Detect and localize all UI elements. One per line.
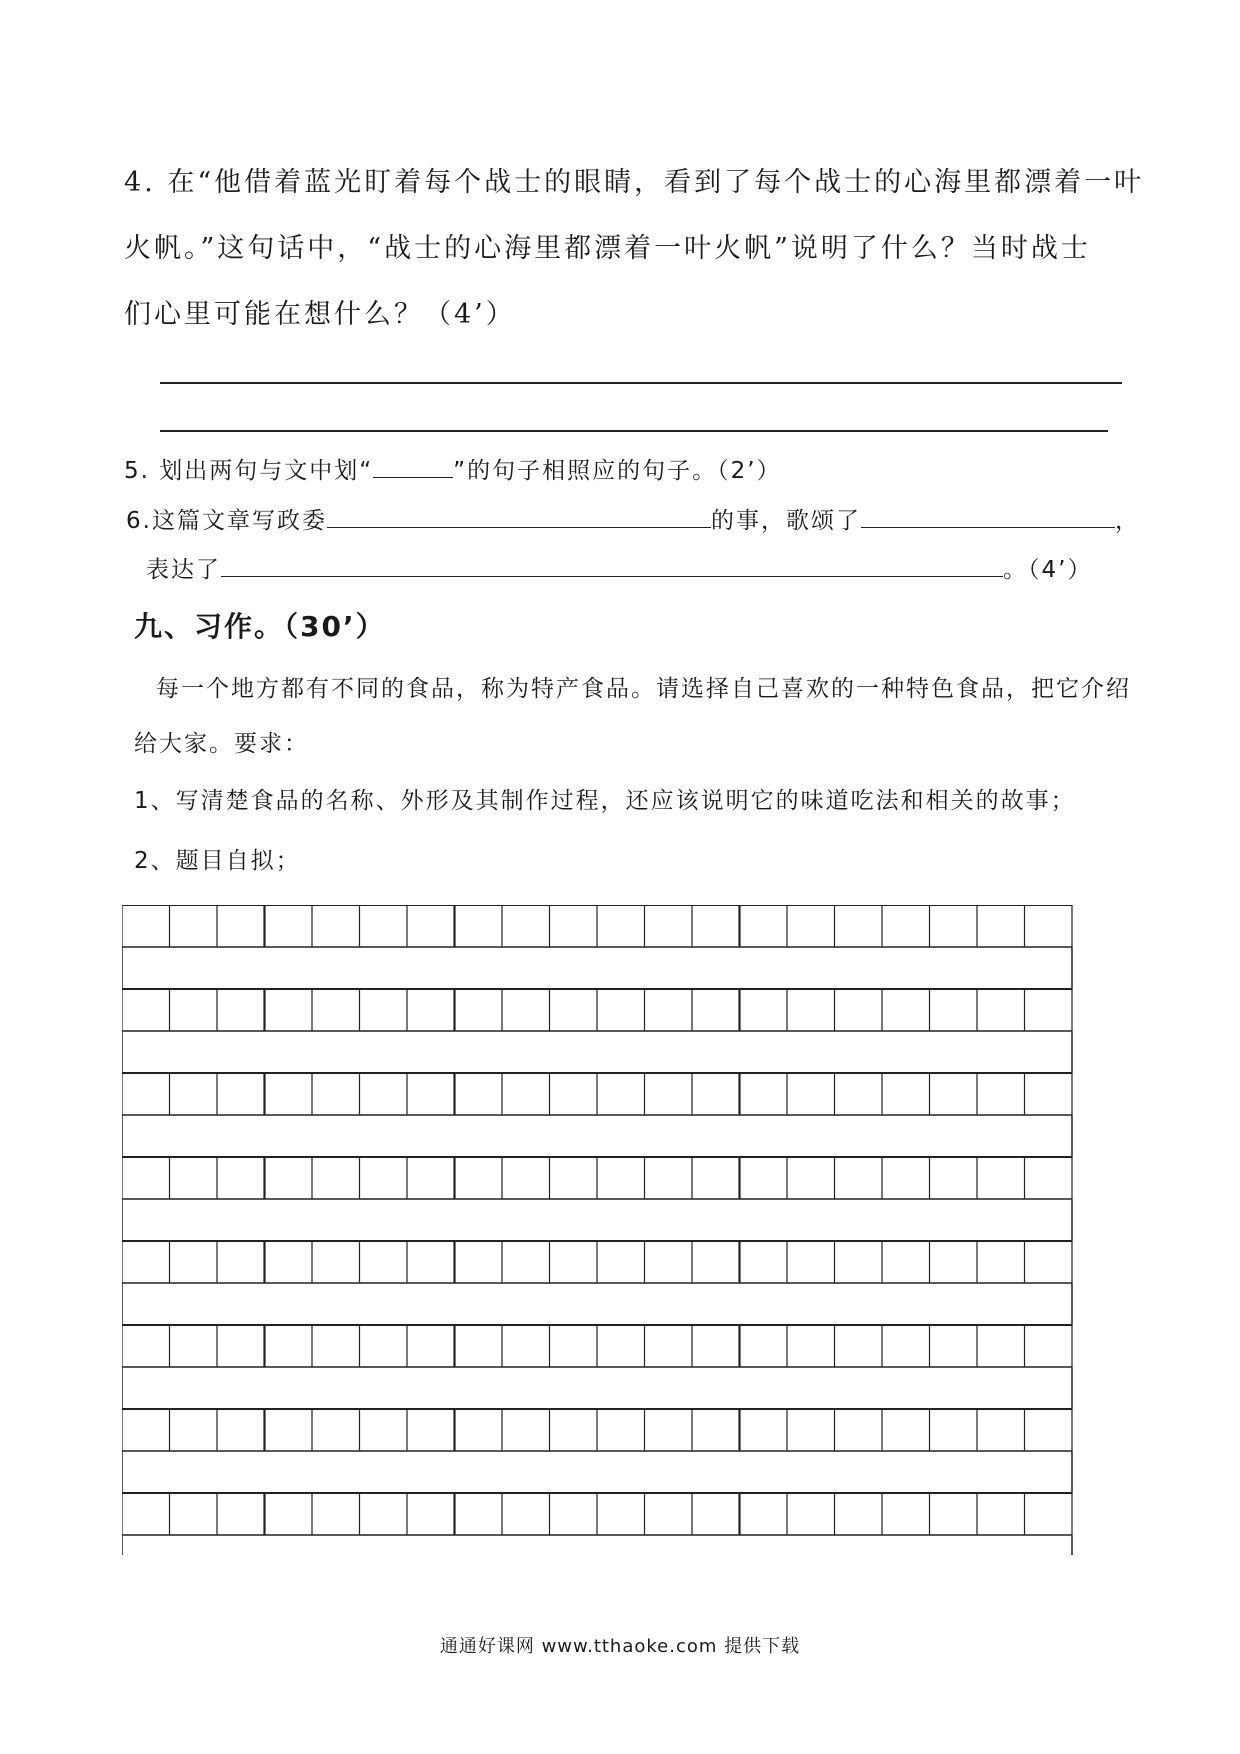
q4-answer-line-2[interactable] <box>160 430 1108 432</box>
q6-line-1 <box>126 502 1140 535</box>
q4-line-1: 4. 在“他借着蓝光盯着每个战士的眼睛，看到了每个战士的心海里都漂着一叶 <box>124 167 1145 198</box>
writing-grid[interactable] <box>122 905 1082 1555</box>
q5-text-after: ”的句子相照应的句子。（2’） <box>453 458 782 484</box>
q5-line <box>124 452 782 485</box>
q6-blank-3[interactable] <box>221 554 1003 577</box>
q6-blank-2[interactable] <box>861 505 1115 528</box>
q6-blank-1[interactable] <box>327 505 711 528</box>
q5-underline-sample <box>373 455 453 478</box>
section-9-requirement-2: 2、题目自拟； <box>134 848 301 874</box>
q4-answer-line-1[interactable] <box>160 382 1122 384</box>
section-9-requirement-1: 1、写清楚食品的名称、外形及其制作过程，还应该说明它的味道吃法和相关的故事； <box>134 788 1076 814</box>
q6-line-2 <box>146 551 1092 584</box>
footer: 通通好课网 www.tthaoke.com 提供下载 <box>439 1636 801 1657</box>
q6-text-1: 6.这篇文章写政委 <box>126 508 327 534</box>
q6-text-4: 表达了 <box>146 557 221 583</box>
section-9-heading: 九、习作。（30’） <box>134 610 386 643</box>
q6-text-5: 。（4’） <box>1003 557 1093 583</box>
q4-line-2: 火帆。”这句话中，“战士的心海里都漂着一叶火帆”说明了什么？当时战士 <box>124 233 1091 264</box>
q4-line-3: 们心里可能在想什么？（4’） <box>124 299 516 330</box>
section-9-intro-2: 给大家。要求： <box>134 731 309 757</box>
section-9-intro-1: 每一个地方都有不同的食品，称为特产食品。请选择自己喜欢的一种特色食品，把它介绍 <box>156 676 1131 702</box>
q6-text-3: ， <box>1114 508 1140 534</box>
q5-text-before: 5. 划出两句与文中划“ <box>124 458 374 484</box>
q6-text-2: 的事，歌颂了 <box>710 508 861 534</box>
